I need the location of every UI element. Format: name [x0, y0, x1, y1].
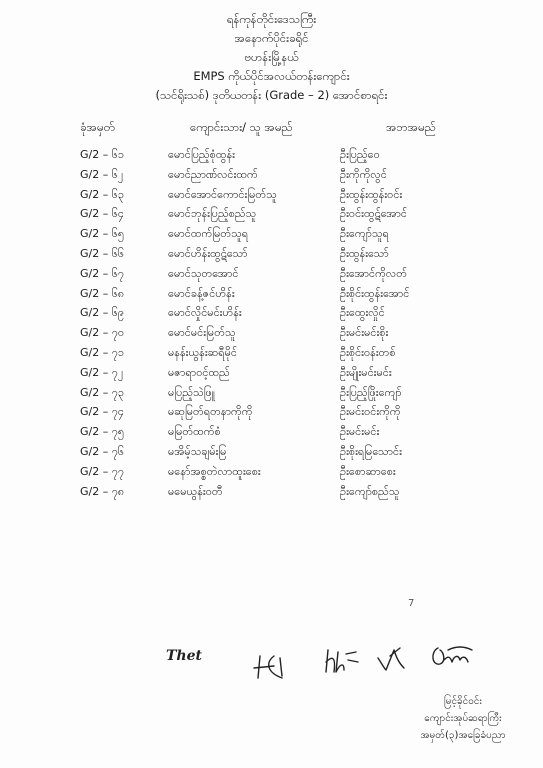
- father-name: ဦးကိုကိုလွင်: [340, 167, 387, 181]
- roll-number: G/2 – ၆၂: [80, 167, 124, 181]
- table-row: [0, 287, 543, 307]
- roll-number: G/2 – ၆၁: [80, 148, 125, 161]
- table-row: [0, 326, 543, 346]
- roll-number: G/2 – ၆၉: [80, 306, 125, 320]
- header-title: (သင်ရိုးသစ်) ဒုတိယတန်း (Grade – 2) အောင်စာရင်း: [155, 88, 388, 102]
- table-row: [0, 168, 543, 188]
- header-township: ဗဟန်းမြို့နယ်: [244, 50, 299, 64]
- page-mark: 7: [408, 598, 415, 609]
- roll-number: G/2 – ၇၀: [80, 326, 125, 340]
- father-column-header: အဘအမည်: [386, 120, 436, 134]
- table-row: [0, 188, 543, 208]
- student-name: မောင်လှိုင်မင်းဟိန်း: [168, 306, 242, 320]
- roll-number: G/2 – ၇၂: [80, 365, 124, 379]
- father-name: ဦးမျိုးမင်းမင်း: [340, 365, 392, 379]
- table-row: [0, 386, 543, 406]
- header-region: ရန်ကုန်တိုင်းဒေသကြီး: [226, 12, 317, 26]
- table-row: [0, 148, 543, 168]
- father-name: ဦးပြည့်ဖြိုးကျော်: [340, 385, 402, 399]
- table-row: [0, 425, 543, 445]
- roll-number: G/2 – ၇၃: [80, 385, 125, 399]
- student-name: မဇာရာဝင့်ထည်: [168, 365, 230, 379]
- student-name: မနော်အစ္စတဲလာထူးစေး: [168, 464, 261, 478]
- student-name: မောင်ညာဏ်လင်းထက်: [168, 167, 258, 181]
- table-row: [0, 227, 543, 247]
- student-name: မောင်မင်းမြတ်သူ: [168, 326, 236, 340]
- student-name: မောင်အောင်ကောင်းမြတ်သူ: [168, 187, 277, 201]
- results-table: [0, 148, 543, 504]
- table-row: [0, 465, 543, 485]
- student-name: မောင်ခန့်ဇင်ဟိန်း: [168, 286, 235, 300]
- father-name: ဦးစိုင်းထွန်းအောင်: [340, 286, 410, 300]
- roll-column-header: ခုံအမှတ်: [80, 120, 115, 134]
- student-name: မဆုမြတ်ရတနာကိုကို: [168, 405, 253, 419]
- roll-number: G/2 – ၆၆: [80, 246, 125, 260]
- father-name: ဦးဝင်းထွဋ်အောင်: [340, 207, 407, 221]
- principal-school: အမှတ်(၃)အခြေခံပညာ: [420, 730, 506, 741]
- student-name: မပြည့်သဲဖြူ: [168, 385, 215, 399]
- student-name: မောင်ဟိန်းထွဋ်သော်: [168, 246, 248, 260]
- header-district: အနောက်ပိုင်းခရိုင်: [234, 31, 309, 45]
- student-name: မအိမ့်သချမ်းမြ: [168, 444, 227, 458]
- table-row: [0, 366, 543, 386]
- roll-number: G/2 – ၇၁: [80, 345, 125, 359]
- father-name: ဦးထွန်းထွန်းဝင်း: [340, 187, 403, 201]
- signature-5: [428, 642, 478, 672]
- principal-name: မြင့်ခိုင်ဝင်း: [444, 696, 482, 707]
- table-row: [0, 247, 543, 267]
- document-header: [0, 10, 543, 105]
- table-row: [0, 405, 543, 425]
- table-row: [0, 346, 543, 366]
- table-row: [0, 207, 543, 227]
- student-name: မမြတ်ထက်စံ: [168, 425, 221, 439]
- roll-number: G/2 – ၆၈: [80, 286, 125, 300]
- roll-number: G/2 – ၆၇: [80, 266, 125, 280]
- student-name: မောင်ထက်မြတ်သူရ: [168, 227, 249, 241]
- signature-thet: Thet: [166, 648, 202, 664]
- signature-2: [252, 652, 294, 680]
- father-name: ဦးအောင်ကိုလတ်: [340, 266, 407, 280]
- father-name: ဦးပြည့်ဝေ: [340, 148, 380, 161]
- father-name: ဦးကျော်သူရ: [340, 227, 389, 241]
- signature-4: [374, 642, 410, 680]
- table-header: [0, 120, 543, 140]
- father-name: ဦးကျော်စည်သူ: [340, 484, 400, 498]
- student-name: မနန်းယွန်းဆရီမိုင်: [168, 345, 237, 359]
- signature-3: [322, 644, 362, 676]
- father-name: ဦးစောဆာစေး: [340, 464, 396, 478]
- student-name: မောင်ပြည့်စုံထွန်း: [168, 148, 235, 161]
- principal-signature-block: [388, 693, 538, 744]
- father-name: ဦးစိုင်းဝန်းတစ်: [340, 345, 396, 359]
- roll-number: G/2 – ၇၆: [80, 444, 125, 458]
- table-row: [0, 267, 543, 287]
- student-name: မမေယွန်းဝတီ: [168, 484, 223, 498]
- roll-number: G/2 – ၇၄: [80, 405, 125, 419]
- header-school: EMPS ကိုယ်ပိုင်အလယ်တန်းကျောင်း: [193, 69, 350, 83]
- student-name: မောင်သုတအောင်: [168, 266, 239, 280]
- father-name: ဦးမင်းဝင်းကိုကို: [340, 405, 401, 419]
- roll-number: G/2 – ၇၇: [80, 464, 125, 478]
- father-name: ဦးထွေးလှိုင်: [340, 306, 385, 320]
- roll-number: G/2 – ၆၅: [80, 227, 125, 241]
- principal-title: ကျောင်းအုပ်ဆရာကြီး: [424, 713, 502, 724]
- roll-number: G/2 – ၆၄: [80, 207, 125, 221]
- table-row: [0, 485, 543, 505]
- student-name: မောင်ဘုန်းပြည့်စည်သူ: [168, 207, 257, 221]
- father-name: ဦးထွန်းသော်: [340, 246, 389, 260]
- table-row: [0, 445, 543, 465]
- father-name: ဦးမင်းမင်း: [340, 425, 380, 439]
- roll-number: G/2 – ၇၈: [80, 484, 125, 498]
- roll-number: G/2 – ၆၃: [80, 187, 125, 201]
- table-row: [0, 306, 543, 326]
- father-name: ဦးမင်းမင်းစိုး: [340, 326, 389, 340]
- student-column-header: ကျောင်းသား/ သူ အမည်: [190, 120, 293, 134]
- roll-number: G/2 – ၇၅: [80, 425, 125, 439]
- father-name: ဦးစိုးရမြသောင်း: [340, 444, 402, 458]
